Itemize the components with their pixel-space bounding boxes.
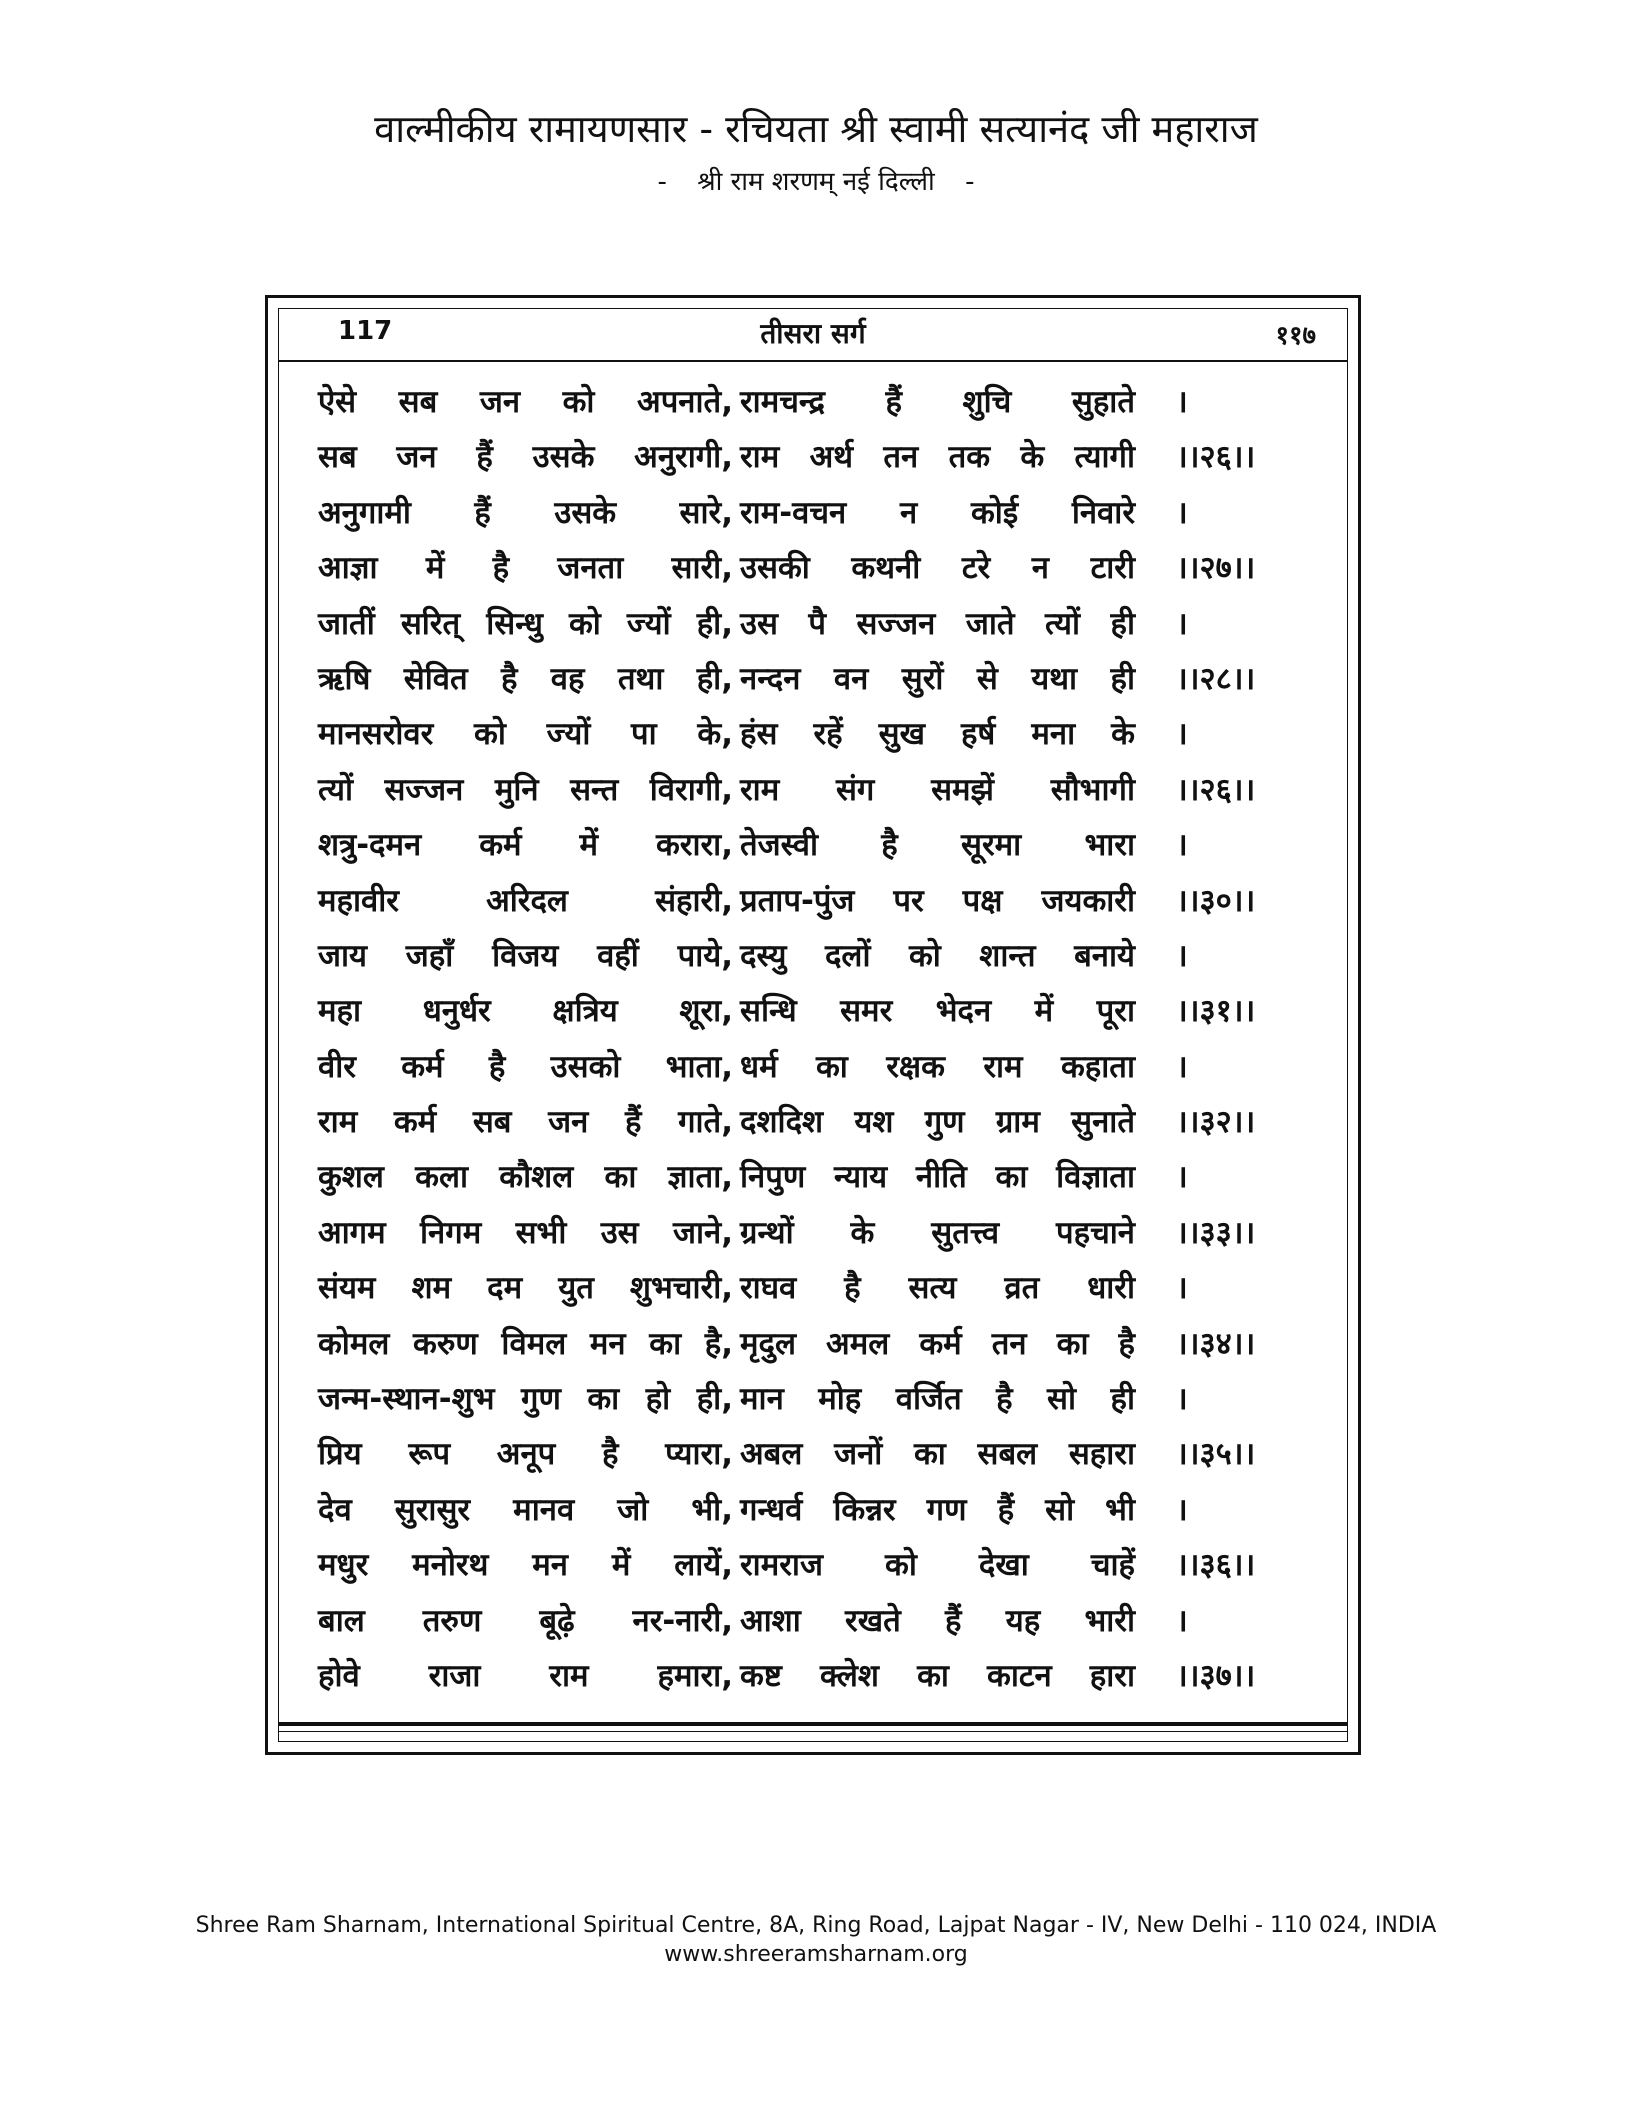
verse-second-half: ग्रन्थों के सुतत्त्व पहचाने [740,1214,1135,1251]
verse-marker: । [1176,1381,1188,1418]
verse-first-half: राम कर्म सब जन हैं गाते, [318,1104,733,1141]
verse-first-half: प्रिय रूप अनूप है प्यारा, [318,1436,733,1473]
verse-line [318,1599,1318,1654]
verse-line [318,1488,1318,1543]
verse-marker: । [1176,384,1188,420]
verse-marker: ।।३१।। [1176,993,1256,1030]
document-subtitle [0,162,1632,198]
verse-first-half: जन्म-स्थान-शुभ गुण का हो ही, [318,1381,733,1418]
verse-line [318,1654,1318,1709]
verse-second-half: दस्यु दलों को शान्त बनाये [740,937,1135,974]
subtitle-center: श्री राम शरणम् नई दिल्ली [697,167,935,197]
verse-first-half: देव सुरासुर मानव जो भी, [318,1491,733,1528]
verse-line [318,879,1318,934]
page-header [280,308,1346,356]
verse-line [318,435,1318,490]
verse-marker: ।।३७।। [1176,1657,1256,1694]
document-title: वाल्मीकीय रामायणसार - रचियता श्री स्वामी सत्यानंद जी महाराज [374,107,1258,151]
verse-marker: ।।३६।। [1176,1547,1256,1584]
chapter-title: तीसरा सर्ग [760,317,866,350]
verse-first-half: बाल तरुण बूढ़े नर-नारी, [318,1602,733,1639]
verse-second-half: आशा रखते हैं यह भारी [740,1602,1135,1639]
subtitle-dash-right: - [965,167,975,197]
verse-first-half: मधुर मनोरथ मन में लायें, [318,1547,733,1584]
verse-marker: । [1176,1602,1188,1639]
verse-second-half: कष्ट क्लेश का काटन हारा [740,1657,1135,1694]
verse-line [318,768,1318,823]
verse-line [318,657,1318,712]
verse-first-half: त्यों सज्जन मुनि सन्त विरागी, [318,771,733,808]
verse-first-half: महावीर अरिदल संहारी, [318,882,733,919]
verse-first-half: कुशल कला कौशल का ज्ञाता, [318,1159,733,1196]
verse-marker: । [1176,1048,1188,1085]
verse-line [318,1322,1318,1377]
verse-first-half: संयम शम दम युत शुभचारी, [318,1270,733,1307]
verse-first-half: आगम निगम सभी उस जाने, [318,1214,733,1251]
verse-marker: ।।२८।। [1176,660,1256,697]
verse-first-half: सब जन हैं उसके अनुरागी, [318,439,733,476]
verse-line [318,491,1318,546]
verse-second-half: सन्धि समर भेदन में पूरा [740,993,1135,1030]
verse-first-half: मानसरोवर को ज्यों पा के, [318,716,733,753]
verse-marker: ।।३५।। [1176,1436,1256,1473]
verse-first-half: वीर कर्म है उसको भाता, [318,1048,733,1085]
verse-line [318,1045,1318,1100]
footer-website: www.shreeramsharnam.org [664,1942,968,1967]
footer-address: Shree Ram Sharnam, International Spiritual Centre, 8A, Ring Road, Lajpat Nagar - IV, New Delhi - 110 024, INDIA [195,1913,1437,1938]
verse-second-half: दशदिश यश गुण ग्राम सुनाते [740,1104,1135,1141]
verse-second-half: गन्धर्व किन्नर गण हैं सो भी [740,1491,1135,1528]
verse-first-half: ऋषि सेवित है वह तथा ही, [318,660,733,697]
verse-frame [265,295,1361,1755]
verse-marker: । [1176,937,1188,974]
verse-first-half: महा धनुर्धर क्षत्रिय शूरा, [318,993,733,1030]
verse-first-half: जाय जहाँ विजय वहीं पाये, [318,937,733,974]
verse-marker: । [1176,827,1188,864]
verse-marker: । [1176,1159,1188,1196]
verse-line [318,934,1318,989]
verse-first-half: आज्ञा में है जनता सारी, [318,550,733,587]
verse-line [318,546,1318,601]
verse-line [318,380,1318,435]
verse-line [318,1266,1318,1321]
verse-second-half: राम-वचन न कोई निवारे [740,494,1135,531]
verse-marker: ।।२६।। [1176,439,1256,476]
verse-line [318,1543,1318,1598]
header-divider [278,360,1348,362]
verse-first-half: होवे राजा राम हमारा, [318,1657,733,1694]
verse-marker: ।।२७।। [1176,550,1256,587]
verse-second-half: नन्दन वन सुरों से यथा ही [740,660,1135,697]
verse-line [318,1211,1318,1266]
verse-marker: ।।२६।। [1176,771,1256,808]
verse-line [318,1155,1318,1210]
verse-second-half: अबल जनों का सबल सहारा [740,1436,1135,1473]
page-number-devanagari: ११७ [1275,321,1316,351]
verse-line [318,712,1318,767]
verse-first-half: शत्रु-दमन कर्म में करारा, [318,827,733,864]
verse-second-half: हंस रहें सुख हर्ष मना के [740,716,1135,753]
verse-second-half: निपुण न्याय नीति का विज्ञाता [740,1159,1135,1196]
verse-first-half: ऐसे सब जन को अपनाते, [318,384,733,420]
verse-line [318,1377,1318,1432]
verse-second-half: राम संग समझें सौभागी [740,771,1135,808]
verse-line [318,989,1318,1044]
verse-marker: । [1176,605,1188,642]
verse-second-half: रामचन्द्र हैं शुचि सुहाते [740,384,1135,420]
verse-marker: ।।३४।। [1176,1325,1256,1362]
verse-second-half: धर्म का रक्षक राम कहाता [740,1048,1135,1085]
verse-second-half: उस पै सज्जन जाते त्यों ही [740,605,1135,642]
verse-marker: । [1176,1270,1188,1307]
verse-line [318,823,1318,878]
verse-second-half: तेजस्वी है सूरमा भारा [740,827,1135,864]
verse-marker: ।।३०।। [1176,882,1256,919]
verse-second-half: राघव है सत्य व्रत धारी [740,1270,1135,1307]
subtitle-dash-left: - [657,167,667,197]
verse-second-half: मृदुल अमल कर्म तन का है [740,1325,1135,1362]
verse-line [318,1100,1318,1155]
verse-marker: । [1176,1491,1188,1528]
verse-line [318,602,1318,657]
verse-second-half: प्रताप-पुंज पर पक्ष जयकारी [740,882,1135,919]
verse-line [318,1432,1318,1487]
verse-second-half: रामराज को देखा चाहें [740,1547,1135,1584]
verse-list [318,380,1318,1709]
bottom-double-rule [278,1722,1348,1732]
verse-marker: ।।३३।। [1176,1214,1256,1251]
verse-second-half: उसकी कथनी टरे न टारी [740,550,1135,587]
verse-marker: । [1176,494,1188,531]
page-number-latin: 117 [338,316,393,346]
verse-marker: । [1176,716,1188,753]
verse-second-half: मान मोह वर्जित है सो ही [740,1381,1135,1418]
verse-second-half: राम अर्थ तन तक के त्यागी [740,439,1135,476]
verse-marker: ।।३२।। [1176,1104,1256,1141]
verse-first-half: अनुगामी हैं उसके सारे, [318,494,733,531]
verse-first-half: कोमल करुण विमल मन का है, [318,1325,733,1362]
verse-first-half: जातीं सरित् सिन्धु को ज्यों ही, [318,605,733,642]
